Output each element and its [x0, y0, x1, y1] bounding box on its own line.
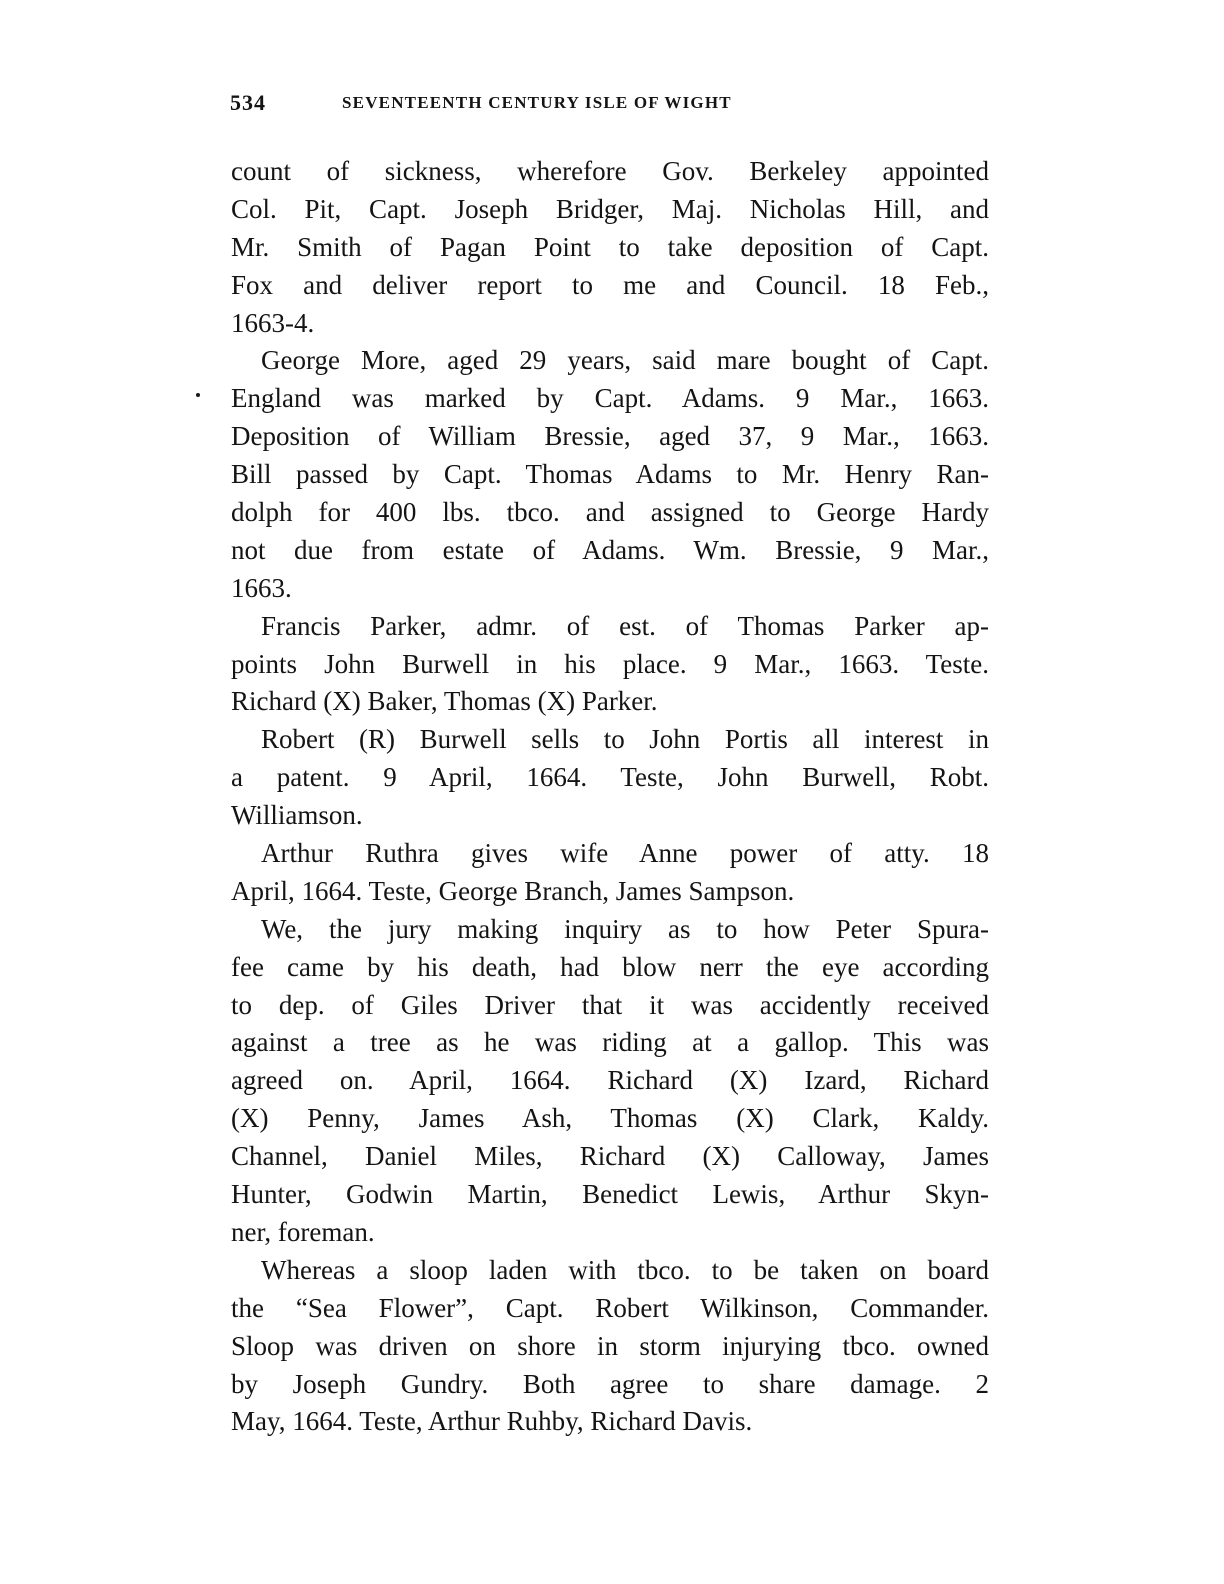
text-line: Whereas a sloop laden with tbco. to be taken on board [261, 1254, 989, 1285]
text-line: dolph for 400 lbs. tbco. and assigned to George Hardy [231, 497, 989, 528]
text-line: Deposition of William Bressie, aged 37, 9 Mar., 1663. [231, 421, 989, 452]
paragraph [231, 342, 989, 607]
text-line: Mr. Smith of Pagan Point to take deposition of Capt. [231, 231, 989, 262]
text-line: ner, foreman. [231, 1216, 375, 1247]
text-line: Fox and deliver report to me and Council. 18 Feb., [231, 269, 989, 300]
paragraph [231, 153, 989, 342]
text-line: May, 1664. Teste, Arthur Ruhby, Richard Davis. [231, 1406, 753, 1437]
paragraph [231, 835, 989, 911]
text-line: to dep. of Giles Driver that it was accidently received [231, 989, 989, 1020]
text-line: by Joseph Gundry. Both agree to share damage. 2 [231, 1368, 989, 1399]
text-line: fee came by his death, had blow nerr the eye according [231, 951, 989, 982]
text-line: George More, aged 29 years, said mare bought of Capt. [261, 345, 989, 376]
text-line: 1663. [231, 572, 292, 603]
paragraph [231, 1252, 989, 1441]
text-line: Hunter, Godwin Martin, Benedict Lewis, Arthur Skyn- [231, 1179, 989, 1210]
stray-ink-dot [196, 393, 200, 397]
paragraph [231, 608, 989, 722]
paragraph [231, 911, 989, 1252]
text-line: not due from estate of Adams. Wm. Bressie, 9 Mar., [231, 534, 989, 565]
text-line: England was marked by Capt. Adams. 9 Mar., 1663. [231, 383, 989, 414]
text-line: April, 1664. Teste, George Branch, James Sampson. [231, 875, 795, 906]
text-line: Richard (X) Baker, Thomas (X) Parker. [231, 686, 658, 717]
page-number: 534 [230, 90, 266, 115]
text-line: against a tree as he was riding at a gallop. This was [231, 1027, 989, 1058]
text-line: Sloop was driven on shore in storm injurying tbco. owned [231, 1330, 989, 1361]
text-line: Channel, Daniel Miles, Richard (X) Calloway, James [231, 1141, 989, 1172]
running-title: SEVENTEENTH CENTURY ISLE OF WIGHT [342, 93, 732, 112]
text-line: points John Burwell in his place. 9 Mar., 1663. Teste. [231, 648, 989, 679]
text-line: agreed on. April, 1664. Richard (X) Izard, Richard [231, 1065, 989, 1096]
text-line: the “Sea Flower”, Capt. Robert Wilkinson, Commander. [231, 1292, 989, 1323]
body-text [231, 153, 989, 1441]
paragraph [231, 721, 989, 835]
text-line: count of sickness, wherefore Gov. Berkeley appointed [231, 156, 989, 186]
text-line: Francis Parker, admr. of est. of Thomas Parker ap- [261, 610, 989, 641]
text-line: Williamson. [231, 800, 363, 831]
text-line: Arthur Ruthra gives wife Anne power of atty. 18 [261, 838, 989, 869]
running-head [230, 90, 990, 120]
text-line: Robert (R) Burwell sells to John Portis all interest in [261, 724, 989, 755]
text-line: Bill passed by Capt. Thomas Adams to Mr. Henry Ran- [231, 459, 989, 490]
text-line: a patent. 9 April, 1664. Teste, John Burwell, Robt. [231, 762, 989, 793]
text-line: Col. Pit, Capt. Joseph Bridger, Maj. Nicholas Hill, and [231, 193, 989, 224]
text-line: (X) Penny, James Ash, Thomas (X) Clark, Kaldy. [231, 1103, 989, 1134]
text-line: We, the jury making inquiry as to how Peter Spura- [261, 913, 989, 944]
text-line: 1663-4. [231, 307, 315, 338]
